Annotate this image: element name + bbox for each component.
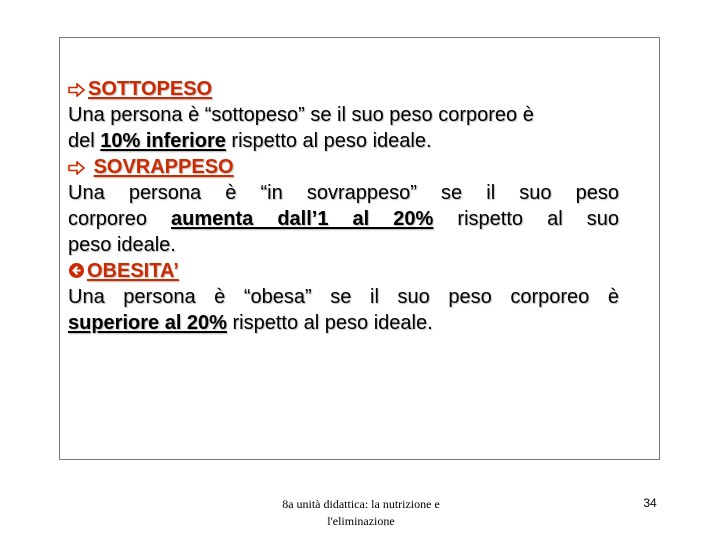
text-line: superiore al 20% rispetto al peso ideale. — [68, 312, 433, 334]
page-number: 34 — [643, 496, 657, 510]
text-line: del 10% inferiore rispetto al peso ideale. — [68, 130, 432, 152]
heading-sovrappeso — [68, 154, 619, 180]
heading-text: SOVRAPPESO — [93, 156, 234, 178]
footer-line-2: l'eliminazione — [327, 514, 395, 528]
text-line: corporeo aumenta dall’1 al 20% rispetto al suo — [68, 208, 619, 230]
slide-content — [68, 76, 619, 336]
heading-text: SOTTOPESO — [88, 78, 213, 100]
text-line: Una persona è “in sovrappeso” se il suo peso — [68, 182, 619, 204]
emphasis-text: 10% inferiore — [100, 130, 226, 152]
text-line: Una persona è “obesa” se il suo peso corporeo è — [68, 286, 619, 308]
emphasis-text: aumenta dall’1 al 20% — [171, 208, 434, 230]
heading-sottopeso — [68, 76, 619, 102]
emphasis-text: superiore al 20% — [68, 312, 227, 334]
footer-line-1: 8a unità didattica: la nutrizione e — [282, 497, 440, 511]
slide-frame — [59, 37, 660, 460]
footer-caption — [250, 496, 472, 530]
text-line: peso ideale. — [68, 234, 176, 256]
heading-text: OBESITA’ — [87, 260, 179, 282]
right-arrow-icon — [68, 76, 86, 102]
text-line: Una persona è “sottopeso” se il suo peso corporeo è — [68, 104, 534, 126]
heading-obesita — [68, 258, 619, 284]
circle-arrow-icon — [68, 258, 85, 284]
right-arrow-icon — [68, 154, 86, 180]
